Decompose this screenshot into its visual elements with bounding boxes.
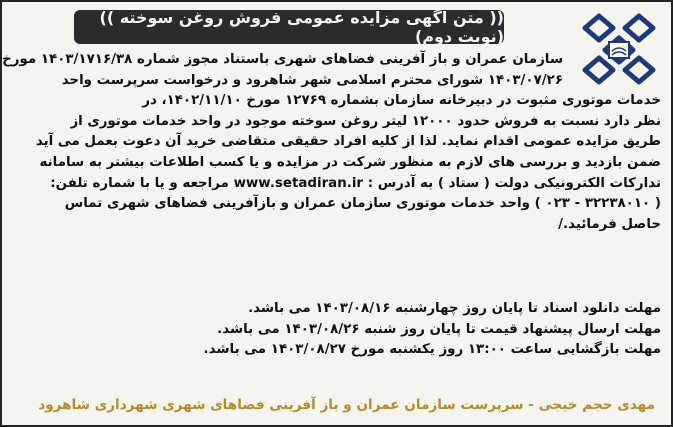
- body-line: سازمان عمران و باز آفرینی فضاهای شهری باستناد مجوز شماره ۱۴۰۳/۱۷۱۶/۳۸ مورخ: [2, 52, 563, 67]
- deadline-item: مهلت ارسال پیشنهاد قیمت تا پایان روز شنبه ۱۴۰۳/۰۸/۲۶ می باشد.: [217, 321, 661, 337]
- body-line: حاصل فرمائید./: [558, 216, 661, 232]
- notice-title: (( متن آگهی مزایده عمومی فروش روغن سوخته )) (نوبت دوم): [99, 8, 504, 46]
- body-line: ضمن بازدید و بررسی های لازم به منظور شرکت در مزایده و یا کسب اطلاعات بیشتر به سامانه: [39, 154, 661, 170]
- deadline-item: مهلت دانلود اسناد تا پایان روز چهارشنبه ۱۴۰۳/۰۸/۱۶ می باشد.: [248, 301, 661, 316]
- body-line: تدارکات الکترونیکی دولت ( ستاد ) به آدرس : www.setadiran.ir مراجعه و یا با شماره تلفن:: [50, 175, 661, 191]
- body-line: نظر دارد نسبت به فروش حدود ۱۲۰۰۰ لیتر روغن سوخته موجود در واحد خدمات موتوری از: [70, 113, 661, 129]
- deadline-item: مهلت بازگشایی ساعت ۱۳:۰۰ روز یکشنبه مورخ ۱۴۰۳/۰۸/۲۷ می باشد.: [203, 342, 661, 358]
- notice-body: [2, 50, 661, 235]
- body-line: خدمات موتوری مثبوت در دبیرخانه سازمان بشماره ۱۲۷۶۹ مورخ ۱۴۰۲/۱۱/۱۰، در: [142, 93, 661, 109]
- signature-line: مهدی حجم خیجی - سرپرست سازمان عمران و باز آفرینی فضاهای شهری شهرداری شاهرود: [38, 397, 655, 413]
- title-banner: [74, 10, 504, 44]
- deadlines-list: [10, 299, 661, 361]
- body-line: ۱۴۰۳/۰۷/۲۶ شورای محترم اسلامی شهر شاهرود و درخواست سرپرست واحد: [61, 72, 563, 88]
- body-line: طریق مزایده عمومی اقدام نماید. لذا از کلیه افراد حقیقی متقاضی خرید آن دعوت بعمل می آید: [35, 134, 661, 150]
- body-line: ( ۳۲۲۳۸۰۱۰ - ۰۲۳ ) واحد خدمات موتوری سازمان عمران و بازآفرینی فضاهای شهری تماس: [64, 196, 661, 212]
